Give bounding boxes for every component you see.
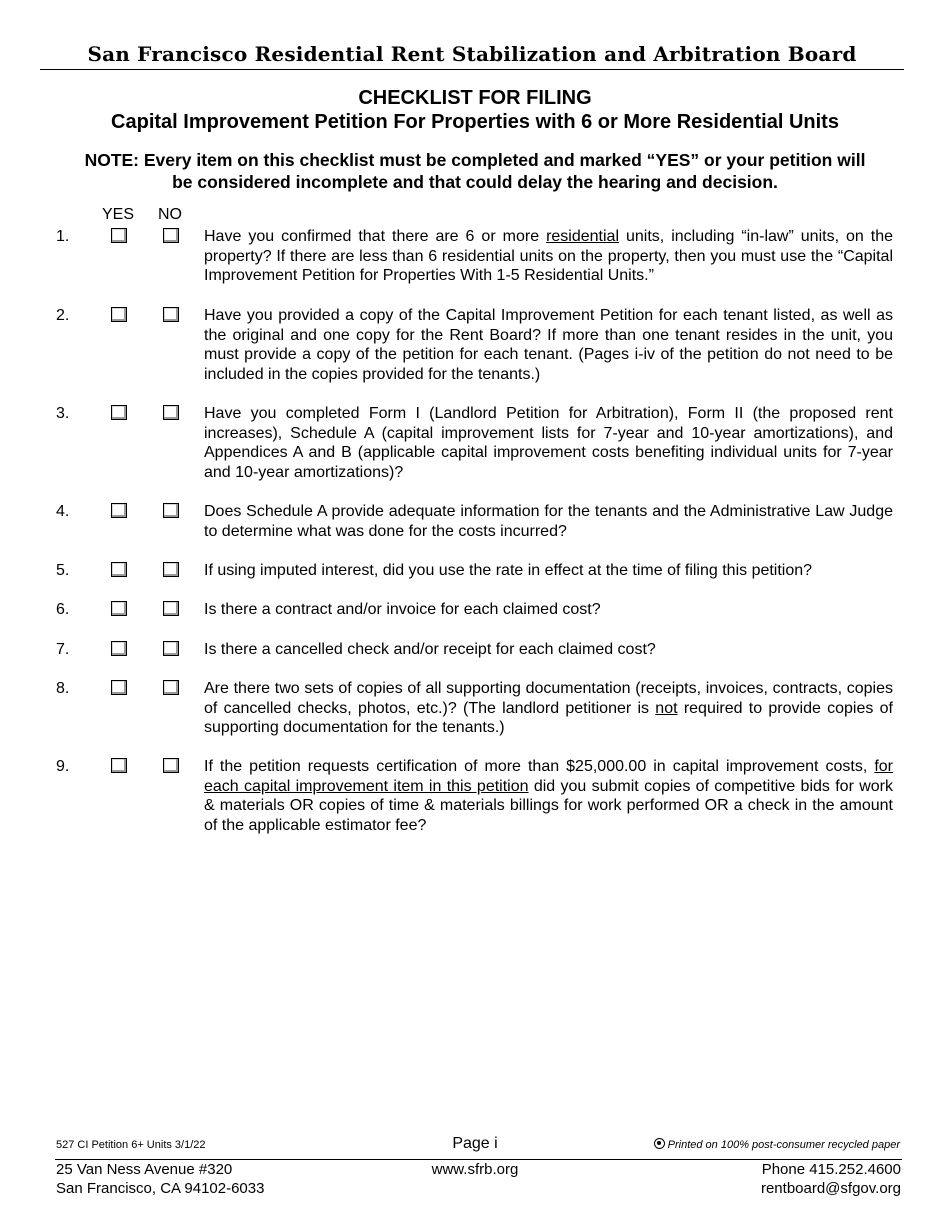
item-question: Is there a cancelled check and/or receipt for each claimed cost? [204,641,656,658]
yes-checkbox[interactable] [111,758,127,773]
item-question: Are there two sets of copies of all supporting documentation (receipts, invoices, contracts, copies of cancelled checks, photos, etc.)? (The landlord petitioner is not required to provide copies of supporting documentation for the tenants.) [204,680,893,736]
item-number: 7. [56,641,70,658]
yes-checkbox[interactable] [111,228,127,243]
no-checkbox[interactable] [163,641,179,656]
no-checkbox[interactable] [163,601,179,616]
yes-checkbox[interactable] [111,405,127,420]
page-title: CHECKLIST FOR FILING [358,87,592,109]
item-number: 9. [56,758,70,775]
email-link[interactable]: rentboard@sfgov.org [760,1180,901,1197]
yes-checkbox[interactable] [111,601,127,616]
item-question: If using imputed interest, did you use the rate in effect at the time of filing this petition? [204,562,813,579]
recycle-icon [654,1138,665,1149]
no-checkbox[interactable] [163,758,179,773]
filing-note: NOTE: Every item on this checklist must be completed and marked “YES” or your petition will be considered incomplete and that could delay the hearing and decision. [84,150,866,192]
item-number: 1. [56,228,70,245]
no-checkbox[interactable] [163,503,179,518]
item-number: 8. [56,680,70,697]
item-number: 5. [56,562,70,579]
header-divider [40,69,904,70]
item-number: 2. [56,307,70,324]
item-number: 6. [56,601,70,618]
no-checkbox[interactable] [163,562,179,577]
no-checkbox[interactable] [163,307,179,322]
yes-checkbox[interactable] [111,562,127,577]
item-question: If the petition requests certification of more than $25,000.00 in capital improvement costs, for each capital improvement item in this petition did you submit copies of competitive bids for work & materials OR copies of time & materials billings for work performed OR a check in the amount of the applicable estimator fee? [204,758,893,834]
item-question: Have you provided a copy of the Capital Improvement Petition for each tenant listed, as well as the original and one copy for the Rent Board? If more than one tenant resides in the unit, you must provide a copy of the petition for each tenant. (Pages i-iv of the petition do not need to be included in the copies provided for the tenants.) [204,307,893,383]
item-question: Have you completed Form I (Landlord Petition for Arbitration), Form II (the proposed rent increases), Schedule A (capital improvement lists for 7-year and 10-year amortizations), and Appendices A and B (applicable capital improvement costs benefiting individual units for 7-year and 10-year amortizations)? [204,405,893,481]
yes-checkbox[interactable] [111,641,127,656]
phone-number: Phone 415.252.4600 [761,1161,901,1178]
organization-header: San Francisco Residential Rent Stabilization and Arbitration Board [87,42,857,66]
yes-column-header: YES [102,206,135,223]
no-checkbox[interactable] [163,228,179,243]
item-question: Have you confirmed that there are 6 or more residential units, including “in-law” units, on the property? If there are less than 6 residential units on the property, then you must use the “Capital Improvement Petition for Properties With 1-5 Residential Units.” [204,228,894,284]
page-subtitle: Capital Improvement Petition For Properties with 6 or More Residential Units [111,111,839,133]
item-question: Is there a contract and/or invoice for each claimed cost? [204,601,601,618]
address-line-1: 25 Van Ness Avenue #320 [56,1161,233,1178]
form-identifier: 527 CI Petition 6+ Units 3/1/22 [56,1139,206,1151]
website-link[interactable]: www.sfrb.org [431,1161,519,1178]
yes-checkbox[interactable] [111,503,127,518]
item-question: Does Schedule A provide adequate information for the tenants and the Administrative Law Judge to determine what was done for the costs incurred? [204,503,893,540]
yes-checkbox[interactable] [111,307,127,322]
item-number: 3. [56,405,70,422]
recycled-notice: Printed on 100% post-consumer recycled paper [654,1138,900,1151]
yes-checkbox[interactable] [111,680,127,695]
no-checkbox[interactable] [163,405,179,420]
no-checkbox[interactable] [163,680,179,695]
page-number: Page i [452,1135,498,1152]
address-line-2: San Francisco, CA 94102-6033 [56,1180,265,1197]
no-column-header: NO [158,206,182,223]
item-number: 4. [56,503,70,520]
